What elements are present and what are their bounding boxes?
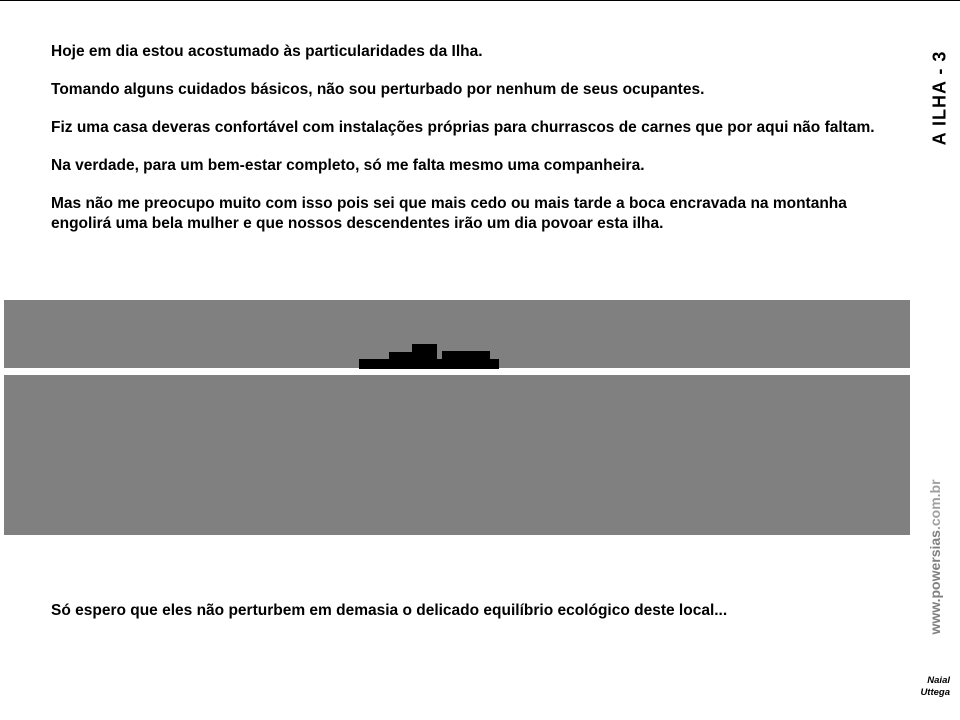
story-text xyxy=(51,42,891,252)
paragraph-5: Mas não me preocupo muito com isso pois sei que mais cedo ou mais tarde a boca encravada na montanha engolirá uma bela mulher e que nossos descendentes irão um dia povoar esta ilha. xyxy=(51,195,847,232)
paragraph-4: Na verdade, para um bem-estar completo, só me falta mesmo uma companheira. xyxy=(51,157,645,174)
paragraph-3: Fiz uma casa deveras confortável com instalações próprias para churrascos de carnes que por aqui não faltam. xyxy=(51,119,875,136)
website-name: www.powersias xyxy=(927,530,943,635)
horizon-line xyxy=(4,368,910,375)
island-scene xyxy=(4,300,910,535)
website-watermark xyxy=(927,479,943,634)
closing-line: Só espero que eles não perturbem em demasia o delicado equilíbrio ecológico deste local... xyxy=(51,602,728,619)
website-domain: .com.br xyxy=(927,479,943,531)
author-last-name: Uttega xyxy=(920,687,950,698)
sea xyxy=(4,375,910,535)
paragraph-2: Tomando alguns cuidados básicos, não sou perturbado por nenhum de seus ocupantes. xyxy=(51,81,705,98)
author-first-name: Naial xyxy=(927,675,950,686)
top-rule xyxy=(0,0,960,1)
author-signature xyxy=(890,675,950,699)
paragraph-1: Hoje em dia estou acostumado às particularidades da Ilha. xyxy=(51,43,483,60)
chapter-title: A ILHA - 3 xyxy=(929,50,950,146)
island-silhouette xyxy=(359,344,499,369)
